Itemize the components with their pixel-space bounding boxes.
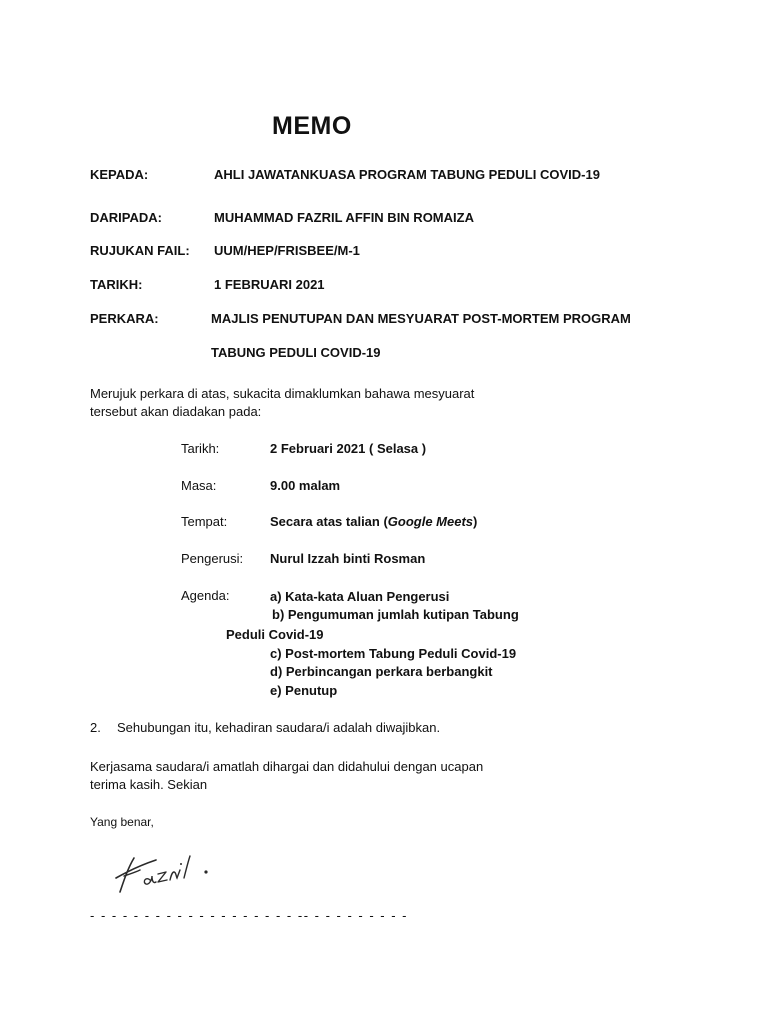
detail-tarikh-value: 2 Februari 2021 ( Selasa ) (270, 441, 427, 456)
detail-tempat-label: Tempat: (181, 514, 228, 529)
intro-line2: tersebut akan diadakan pada: (90, 404, 262, 419)
intro-line1: Merujuk perkara di atas, sukacita dimaklumkan bahawa mesyuarat (90, 386, 475, 401)
closing-text: Yang benar, (90, 815, 154, 829)
agenda-item-c: c) Post-mortem Tabung Peduli Covid-19 (270, 646, 517, 661)
daripada-label: DARIPADA: (90, 210, 162, 225)
signature-line: - - - - - - - - - - - - - - - - - - - -- - - - - - - - - - (90, 908, 409, 923)
agenda-item-d: d) Perbincangan perkara berbangkit (270, 664, 493, 679)
tempat-italic: Google Meets (387, 514, 474, 529)
perkara-value-line1: MAJLIS PENUTUPAN DAN MESYUARAT POST-MORTEM PROGRAM (211, 311, 631, 326)
agenda-item-a: a) Kata-kata Aluan Pengerusi (270, 589, 450, 604)
rujukan-label: RUJUKAN FAIL: (90, 243, 190, 258)
kepada-value: AHLI JAWATANKUASA PROGRAM TABUNG PEDULI COVID-19 (214, 167, 600, 182)
detail-tarikh-label: Tarikh: (181, 441, 220, 456)
tarikh-value: 1 FEBRUARI 2021 (214, 277, 325, 292)
agenda-item-e: e) Penutup (270, 683, 338, 698)
tempat-suffix: ) (473, 514, 478, 529)
detail-masa-value: 9.00 malam (270, 478, 341, 493)
signature-drawing (110, 852, 220, 902)
detail-masa-label: Masa: (181, 478, 217, 493)
memo-title: MEMO (272, 112, 352, 140)
rujukan-value: UUM/HEP/FRISBEE/M-1 (214, 243, 360, 258)
daripada-value: MUHAMMAD FAZRIL AFFIN BIN ROMAIZA (214, 210, 474, 225)
detail-pengerusi-label: Pengerusi: (181, 551, 244, 566)
tarikh-label: TARIKH: (90, 277, 143, 292)
kepada-label: KEPADA: (90, 167, 149, 182)
tempat-prefix: Secara atas talian ( (270, 514, 388, 529)
agenda-item-b-line2: Peduli Covid-19 (226, 627, 324, 642)
detail-pengerusi-value: Nurul Izzah binti Rosman (270, 551, 426, 566)
detail-tempat-value (270, 514, 477, 529)
para2-number: 2. (90, 720, 101, 735)
para3-line2: terima kasih. Sekian (90, 777, 208, 792)
perkara-value-line2: TABUNG PEDULI COVID-19 (211, 345, 381, 360)
para2-text: Sehubungan itu, kehadiran saudara/i adalah diwajibkan. (117, 720, 441, 735)
agenda-item-b-line1: b) Pengumuman jumlah kutipan Tabung (272, 607, 519, 622)
para3-line1: Kerjasama saudara/i amatlah dihargai dan didahului dengan ucapan (90, 759, 484, 774)
signature (110, 852, 220, 907)
detail-agenda-label: Agenda: (181, 588, 230, 603)
perkara-label: PERKARA: (90, 311, 159, 326)
